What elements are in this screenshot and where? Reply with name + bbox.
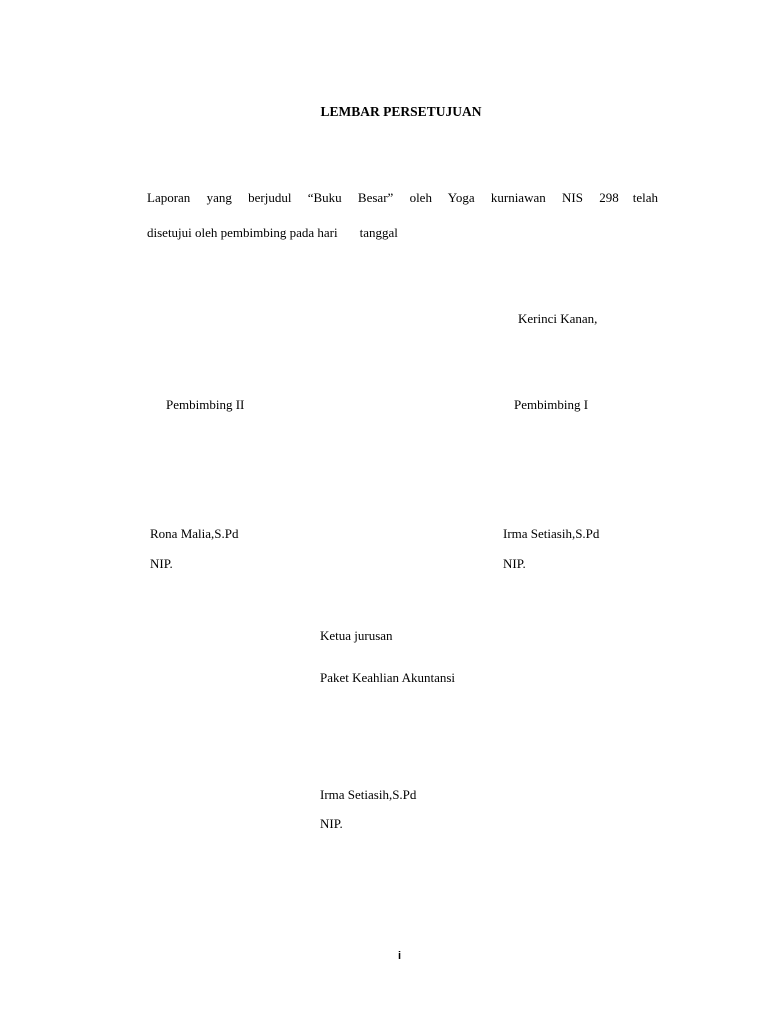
- supervisor-1-nip: NIP.: [503, 556, 526, 571]
- supervisor-1-name: Irma Setiasih,S.Pd: [503, 526, 600, 541]
- head-title-line-2: Paket Keahlian Akuntansi: [320, 670, 456, 685]
- place-date: Kerinci Kanan,: [518, 311, 598, 326]
- approval-paragraph-line-2-text: disetujui oleh pembimbing pada hari: [147, 225, 338, 240]
- supervisor-2-name: Rona Malia,S.Pd: [150, 526, 239, 541]
- approval-paragraph-line-2: [147, 225, 398, 241]
- head-title-line-1: Ketua jurusan: [320, 628, 393, 643]
- approval-paragraph-line-2-end: tanggal: [359, 225, 398, 240]
- head-name: Irma Setiasih,S.Pd: [320, 787, 417, 802]
- approval-paragraph-line-1-text: Laporan yang berjudul “Buku Besar” oleh Yoga kurniawan NIS 298: [147, 190, 619, 205]
- head-nip: NIP.: [320, 816, 343, 831]
- supervisor-2-role: Pembimbing II: [166, 397, 245, 412]
- approval-paragraph-line-1: [147, 190, 658, 206]
- page-title: LEMBAR PERSETUJUAN: [320, 104, 482, 119]
- supervisor-1-role: Pembimbing I: [514, 397, 589, 412]
- approval-paragraph-line-1-end: telah: [632, 190, 658, 205]
- page-number: i: [398, 950, 402, 962]
- supervisor-2-nip: NIP.: [150, 556, 173, 571]
